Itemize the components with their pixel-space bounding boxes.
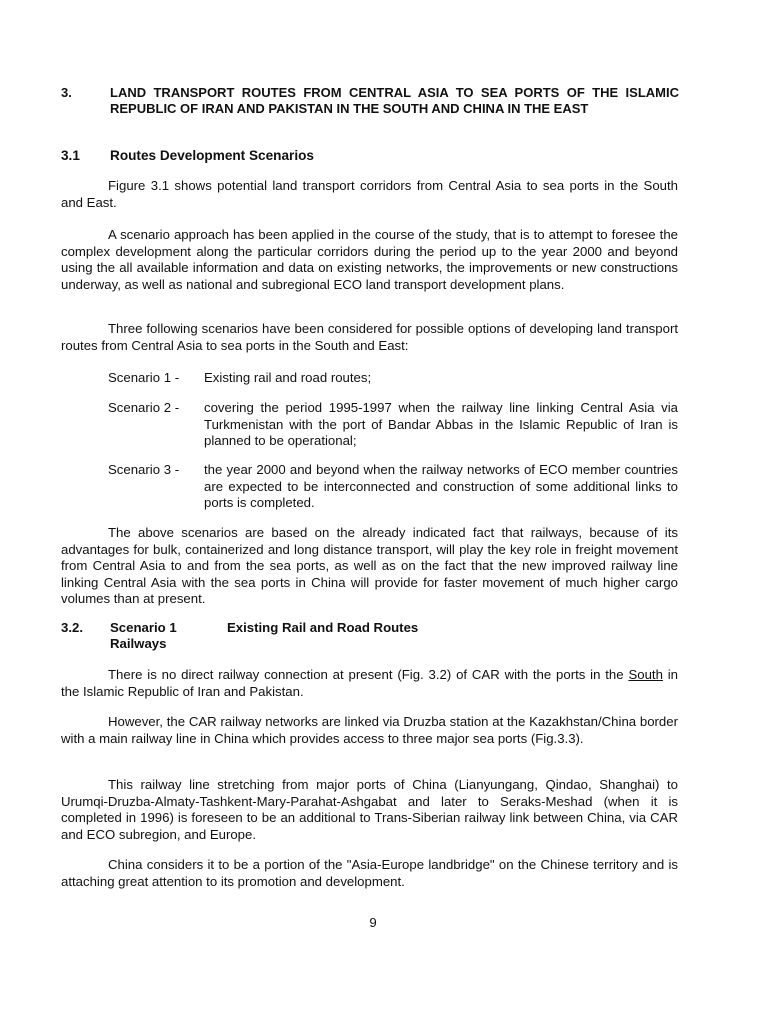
section-number: 3.2. bbox=[61, 620, 83, 635]
scenario-label: Scenario 1 - bbox=[108, 370, 180, 385]
text-run: There is no direct railway connection at present (Fig. 3.2) of CAR with the ports in the bbox=[108, 667, 629, 682]
section-title: LAND TRANSPORT ROUTES FROM CENTRAL ASIA TO SEA PORTS OF THE ISLAMIC REPUBLIC OF IRAN AND PAKISTAN IN THE SOUTH AND CHINA IN THE EAST bbox=[110, 85, 679, 117]
scenario-label: Scenario 1 bbox=[110, 620, 177, 635]
scenario-item bbox=[108, 400, 678, 450]
subsection-title: Railways bbox=[110, 636, 167, 651]
page-number: 9 bbox=[369, 915, 377, 930]
scenario-text: covering the period 1995-1997 when the railway line linking Central Asia via Turkmenistan with the port of Bandar Abbas in the Islamic Republic of Iran is planned to be operational; bbox=[204, 400, 678, 449]
section-title: Existing Rail and Road Routes bbox=[227, 620, 419, 635]
paragraph bbox=[61, 667, 678, 700]
paragraph: Three following scenarios have been considered for possible options of developing land transport routes from Central Asia to sea ports in the South and East: bbox=[61, 321, 678, 353]
section-3-1-heading bbox=[61, 148, 679, 164]
paragraph: However, the CAR railway networks are linked via Druzba station at the Kazakhstan/China border with a main railway line in China which provides access to three major sea ports (Fig.3.3). bbox=[61, 714, 678, 746]
paragraph: The above scenarios are based on the already indicated fact that railways, because of its advantages for bulk, containerized and long distance transport, will play the key role in freight movement from Central Asia to and from the sea ports, as well as on the fact that the new improved railway line linking Central Asia with the sea ports in China will provide for faster movement of much higher cargo volumes than at present. bbox=[61, 525, 678, 607]
paragraph: China considers it to be a portion of the "Asia-Europe landbridge" on the Chinese territory and is attaching great attention to its promotion and development. bbox=[61, 857, 678, 889]
text-run: in the Islamic Republic of Iran and Pakistan. bbox=[61, 667, 678, 699]
scenario-item bbox=[108, 462, 678, 512]
section-number: 3. bbox=[61, 85, 72, 100]
paragraph: Figure 3.1 shows potential land transport corridors from Central Asia to sea ports in the South and East. bbox=[61, 178, 678, 210]
underlined-word: South bbox=[628, 667, 663, 682]
scenario-label: Scenario 3 - bbox=[108, 462, 180, 477]
scenario-item bbox=[108, 370, 678, 387]
scenario-text: Existing rail and road routes; bbox=[204, 370, 372, 385]
paragraph: This railway line stretching from major ports of China (Lianyungang, Qindao, Shanghai) to Urumqi-Druzba-Almaty-Tashkent-Mary-Parahat-Ashgabat and later to Seraks-Meshad (when it is completed in 1996) is foreseen to be an additional to Trans-Siberian railway link between China, via CAR and ECO subregion, and Europe. bbox=[61, 777, 678, 842]
section-number: 3.1 bbox=[61, 148, 80, 163]
section-3-heading bbox=[61, 85, 679, 118]
paragraph: A scenario approach has been applied in the course of the study, that is to attempt to foresee the complex development along the particular corridors during the period up to the year 2000 and beyond using the all available information and data on existing networks, the improvements or new constructions underway, as well as national and subregional ECO land transport development plans. bbox=[61, 227, 678, 292]
scenario-label: Scenario 2 - bbox=[108, 400, 180, 415]
scenario-text: the year 2000 and beyond when the railway networks of ECO member countries are expected to be interconnected and construction of some additional links to ports is completed. bbox=[204, 462, 678, 511]
section-title: Routes Development Scenarios bbox=[110, 148, 314, 163]
